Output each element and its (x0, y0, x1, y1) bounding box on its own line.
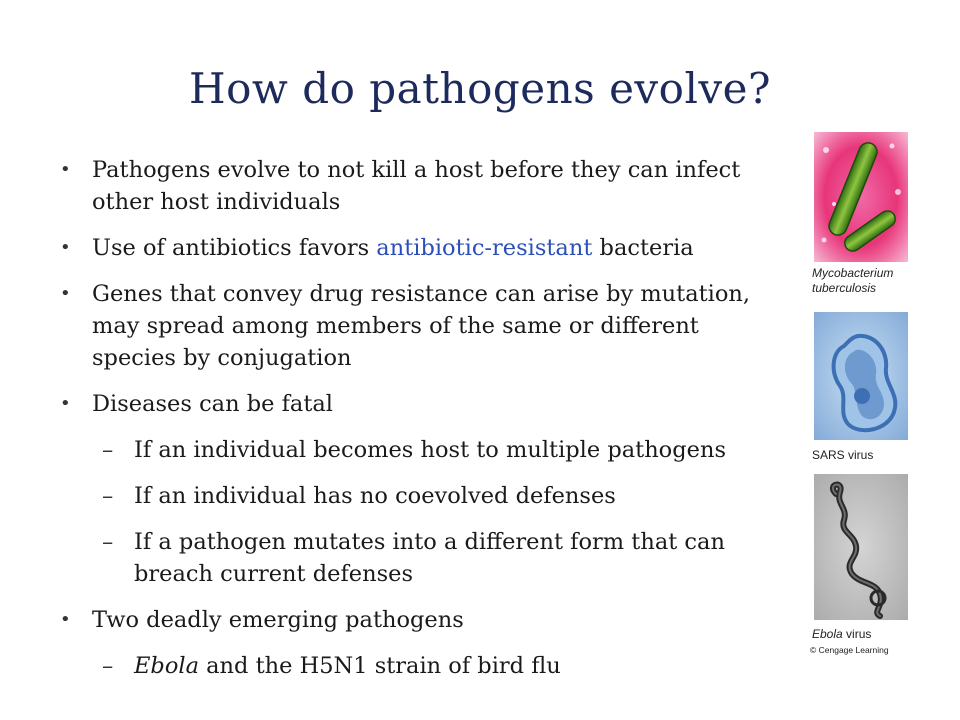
sub-bullet-text: If an individual becomes host to multiple pathogens (134, 437, 726, 463)
highlighted-term: antibiotic-resistant (376, 235, 593, 261)
sub-bullet-text: If a pathogen mutates into a different form that can breach current defenses (134, 529, 725, 587)
bullet-text: Use of antibiotics favors (92, 235, 377, 261)
ebola-micrograph (814, 474, 908, 620)
sub-bullet-item (58, 650, 780, 682)
copyright-credit: © Cengage Learning (810, 645, 889, 655)
sub-bullet-text: and the H5N1 strain of bird flu (198, 653, 561, 679)
bullet-text: bacteria (592, 235, 694, 261)
sub-bullet-text: If an individual has no coevolved defenses (134, 483, 616, 509)
caption-italic: Ebola (812, 627, 843, 641)
bullet-item (58, 154, 780, 218)
bullet-item (58, 232, 780, 264)
sub-bullet-item (58, 434, 780, 466)
caption-line: Mycobacterium (812, 266, 894, 280)
bullet-text: Pathogens evolve to not kill a host before they can infect other host individuals (92, 157, 741, 215)
sars-micrograph (814, 312, 908, 440)
bullet-item (58, 604, 780, 636)
ebola-caption (812, 627, 871, 642)
bullet-item (58, 388, 780, 420)
sub-bullet-item (58, 526, 780, 590)
sars-caption: SARS virus (812, 448, 874, 462)
caption-line: tuberculosis (812, 281, 877, 295)
sub-bullet-item (58, 480, 780, 512)
bullet-text: Diseases can be fatal (92, 391, 333, 417)
caption-rest: virus (842, 627, 872, 641)
bullet-text: Two deadly emerging pathogens (92, 607, 464, 633)
tuberculosis-caption (812, 266, 893, 296)
bullet-item (58, 278, 780, 374)
bullet-text: Genes that convey drug resistance can arise by mutation, may spread among members of the same or different species by conjugation (92, 281, 751, 371)
bullet-list (58, 154, 780, 696)
tuberculosis-micrograph (814, 132, 908, 262)
italic-term: Ebola (134, 653, 199, 679)
slide-title: How do pathogens evolve? (189, 64, 771, 113)
